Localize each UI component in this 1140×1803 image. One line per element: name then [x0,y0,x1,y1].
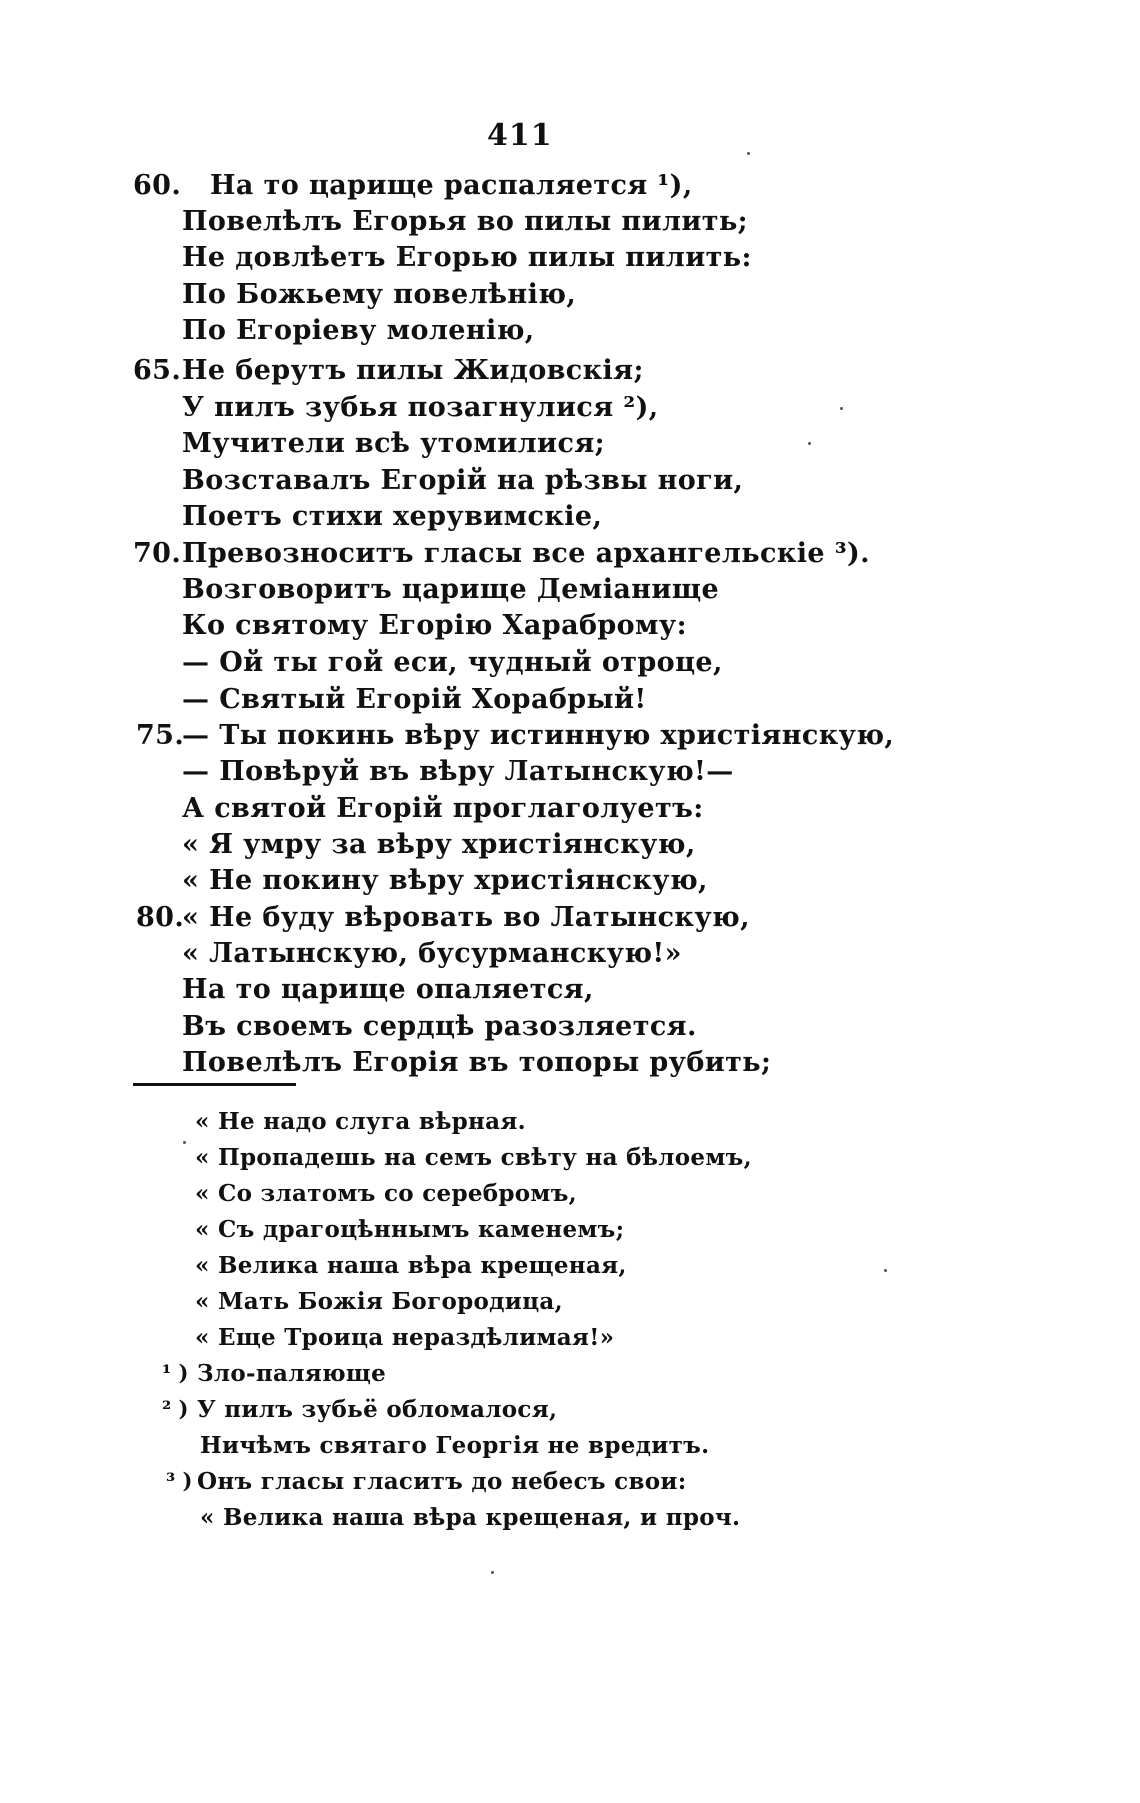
scan-speck [747,152,750,155]
verse-text: « Латынскую, бусурманскую!» [182,938,682,969]
verse-text: Возговоритъ царище Деміанище [182,574,720,605]
verse-line [0,572,1000,608]
footnote-line: « Мать Божія Богородица, [195,1288,563,1315]
verse-line [0,426,1000,462]
footnote-line: « Велика наша вѣра крещеная, [195,1252,627,1279]
footnote-line: « Не надо слуга вѣрная. [195,1108,526,1135]
verse-text: По Божьему повелѣнію, [182,279,577,310]
verse-line [0,863,1000,899]
verse-line [0,682,1000,718]
footnote-marker: ¹ ) [162,1360,189,1385]
verse-text: « Не покину вѣру христіянскую, [182,865,708,896]
verse-number: 75. [136,720,185,751]
verse-text: Повелѣлъ Егорія въ топоры рубить; [182,1047,772,1078]
verse-text: Не берутъ пилы Жидовскія; [182,355,644,386]
footnote-line: « Пропадешь на семъ свѣту на бѣлоемъ, [195,1144,752,1171]
page-number: 411 [487,118,553,153]
verse-line [0,718,1000,754]
footnote-marker: ² ) [162,1396,189,1421]
verse-line [0,1009,1000,1045]
footnote-line: У пилъ зубьё обломалося, [197,1396,558,1423]
verse-line [0,791,1000,827]
verse-line [0,168,1000,204]
footnote-line: « Съ драгоцѣннымъ каменемъ; [195,1216,625,1243]
footnote-line: « Велика наша вѣра крещеная, и проч. [200,1504,741,1531]
footnote-line: Ничѣмъ святаго Георгія не вредитъ. [200,1432,710,1459]
verse-line [0,313,1000,349]
footnote-marker: ³ ) [166,1468,193,1493]
verse-text: — Повѣруй въ вѣру Латынскую!— [182,756,734,787]
verse-text: На то царище распаляется ¹), [210,170,693,201]
verse-number: 80. [136,902,185,933]
verse-text: Возставалъ Егорій на рѣзвы ноги, [182,465,744,496]
footnote-line: « Еще Троица нераздѣлимая!» [195,1324,615,1351]
scan-speck [884,1269,887,1272]
verse-line [0,277,1000,313]
verse-line [0,608,1000,644]
verse-text: Превозноситъ гласы все архангельскіе ³). [182,538,870,569]
verse-line [0,499,1000,535]
verse-text: По Егоріеву моленію, [182,315,535,346]
footnote-line: « Со златомъ со серебромъ, [195,1180,577,1207]
verse-text: Ко святому Егорію Хараброму: [182,610,687,641]
verse-number: 65. [133,355,182,386]
verse-line [0,240,1000,276]
footnote-line: Онъ гласы гласитъ до небесъ свои: [197,1468,687,1495]
scan-speck [183,1141,186,1144]
verse-line [0,463,1000,499]
verse-text: Повелѣлъ Егорья во пилы пилить; [182,206,749,237]
verse-line [0,827,1000,863]
scan-speck [491,1571,494,1574]
verse-text: А святой Егорій проглаголуетъ: [182,793,704,824]
verse-line [0,1045,1000,1081]
verse-line [0,900,1000,936]
verse-line [0,536,1000,572]
verse-text: Не довлѣетъ Егорью пилы пилить: [182,242,752,273]
verse-text: Въ своемъ сердцѣ разозляется. [182,1011,697,1042]
verse-line [0,645,1000,681]
verse-line [0,754,1000,790]
footnote-line: Зло-паляюще [197,1360,387,1387]
verse-text: — Ты покинь вѣру истинную христіянскую, [182,720,895,751]
verse-number: 60. [133,170,182,201]
verse-text: « Не буду вѣровать во Латынскую, [182,902,750,933]
verse-line [0,936,1000,972]
verse-text: « Я умру за вѣру христіянскую, [182,829,696,860]
verse-text: — Ой ты гой еси, чудный отроце, [182,647,723,678]
verse-text: — Святый Егорій Хорабрый! [182,684,647,715]
verse-line [0,972,1000,1008]
verse-number: 70. [133,538,182,569]
verse-text: Поетъ стихи херувимскіе, [182,501,603,532]
verse-text: У пилъ зубья позагнулися ²), [182,392,659,423]
verse-text: На то царище опаляется, [182,974,594,1005]
verse-text: Мучители всѣ утомилися; [182,428,606,459]
verse-line [0,204,1000,240]
scan-speck [840,407,843,410]
verse-line [0,353,1000,389]
scan-speck [808,442,811,445]
verse-line [0,390,1000,426]
footnote-separator [133,1083,296,1086]
